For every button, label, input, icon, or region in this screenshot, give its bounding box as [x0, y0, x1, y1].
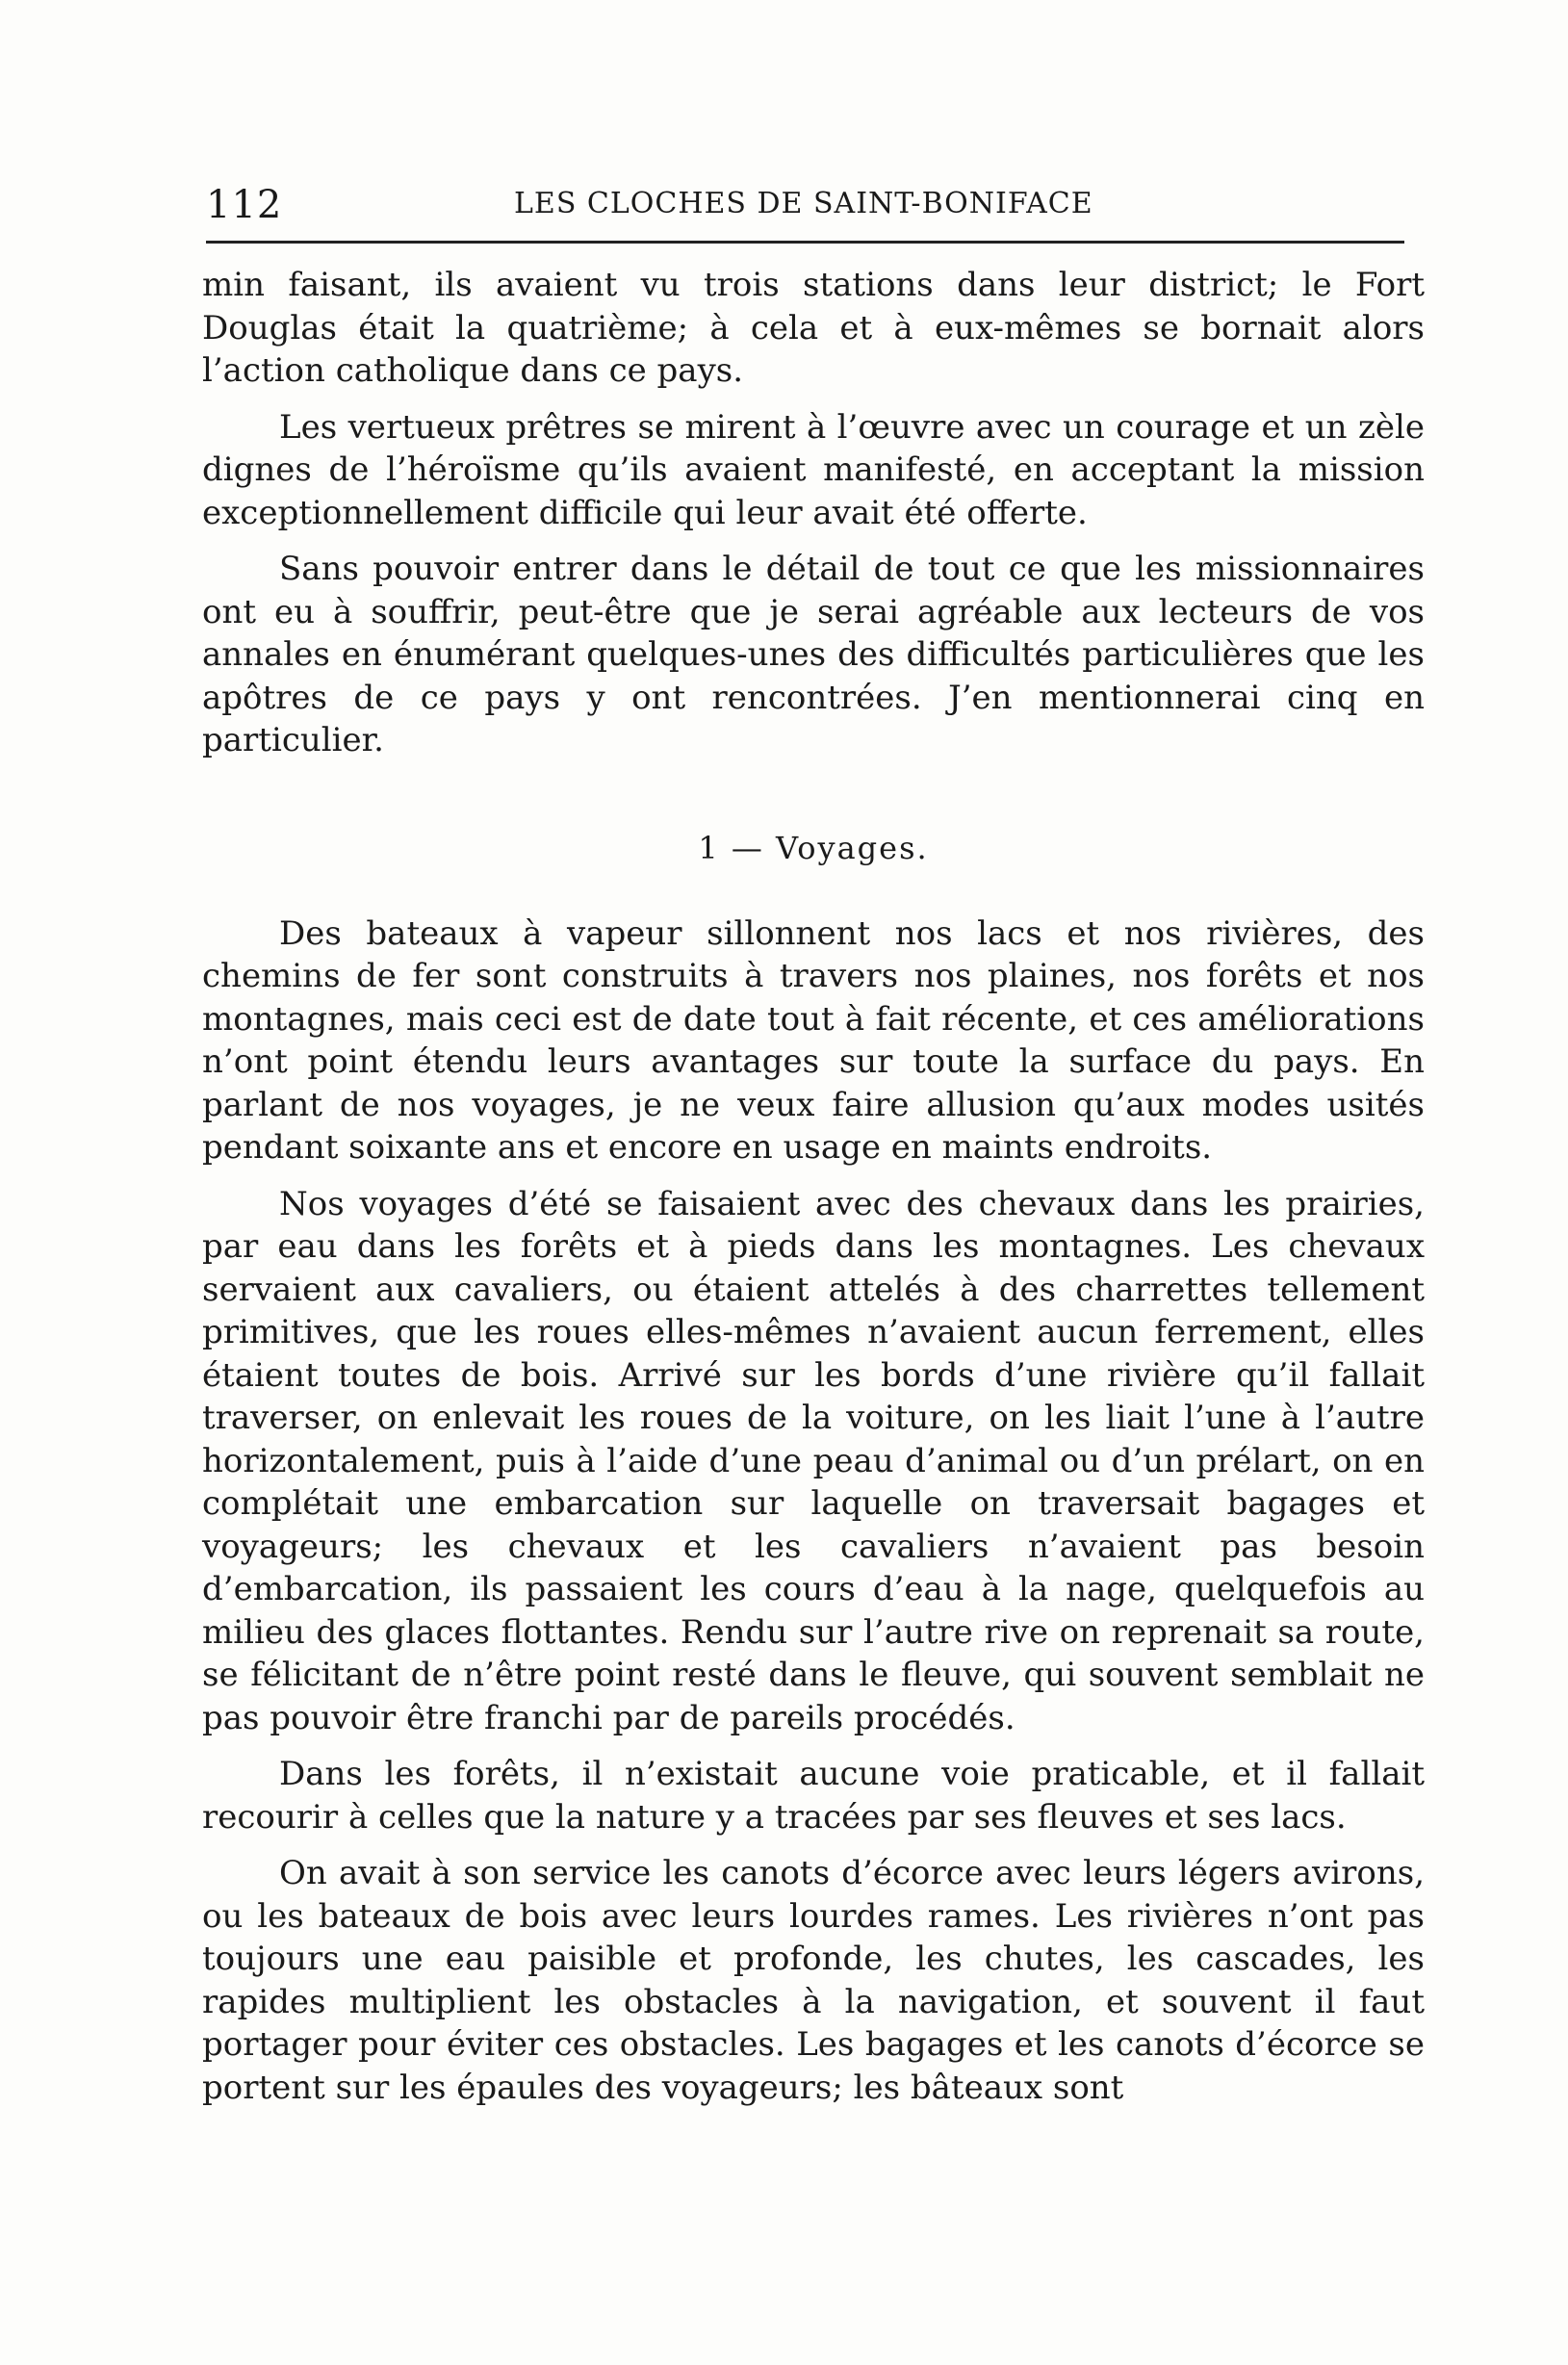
- paragraph-6: Dans les forêts, il n’existait aucune voie praticable, et il fallait recourir à celles que la nature y a tracées par ses fleuves et ses lacs.: [202, 1755, 1425, 1837]
- running-title: LES CLOCHES DE SAINT-BONIFACE: [514, 187, 1093, 220]
- paragraph-5: Nos voyages d’été se faisaient avec des chevaux dans les prairies, par eau dans les forêts et à pieds dans les montagnes. Les chevaux servaient aux cavaliers, ou étaient attelés à des charrettes tellement primitives, que les roues elles-mêmes n’avaient aucun ferrement, elles étaient toutes de bois. Arrivé sur les bords d’une rivière qu’il fallait traverser, on enlevait les roues de la voiture, on les liait l’une à l’autre horizontalement, puis à l’aide d’une peau d’animal ou d’un prélart, on en complétait une embarcation sur laquelle on traversait bagages et voyageurs; les chevaux et les cavaliers n’avaient pas besoin d’embarcation, ils passaient les cours d’eau à la nage, quelquefois au milieu des glaces flottantes. Rendu sur l’autre rive on reprenait sa route, se félicitant de n’être point resté dans le fleuve, qui souvent semblait ne pas pouvoir être franchi par de pareils procédés.: [202, 1184, 1425, 1737]
- paragraph-1: min faisant, ils avaient vu trois stations dans leur district; le Fort Douglas était la quatrième; à cela et à eux-mêmes se bornait alors l’action catholique dans ce pays.: [202, 266, 1425, 390]
- page-header: [206, 179, 1404, 237]
- page-number: 112: [206, 183, 283, 227]
- paragraph-2: Les vertueux prêtres se mirent à l’œuvre avec un courage et un zèle dignes de l’héroïsme qu’ils avaient manifesté, en acceptant la mission exceptionnellement difficile qui leur avait été offerte.: [202, 407, 1425, 532]
- paragraph-3: Sans pouvoir entrer dans le détail de tout ce que les missionnaires ont eu à souffrir, peut-être que je serai agréable aux lecteurs de vos annales en énumérant quelques-unes des difficultés particulières que les apôtres de ce pays y ont rencontrées. J’en mentionnerai cinq en particulier.: [202, 550, 1425, 759]
- paragraph-4: Des bateaux à vapeur sillonnent nos lacs et nos rivières, des chemins de fer sont construits à travers nos plaines, nos forêts et nos montagnes, mais ceci est de date tout à fait récente, et ces améliorations n’ont point étendu leurs avantages sur toute la surface du pays. En parlant de nos voyages, je ne veux faire allusion qu’aux modes usités pendant soixante ans et encore en usage en maints endroits.: [202, 913, 1425, 1167]
- paragraph-7: On avait à son service les canots d’écorce avec leurs légers avirons, ou les bateaux de bois avec leurs lourdes rames. Les rivières n’ont pas toujours une eau paisible et profonde, les chutes, les cascades, les rapides multiplient les obstacles à la navigation, et souvent il faut portager pour éviter ces obstacles. Les bagages et les canots d’écorce se portent sur les épaules des voyageurs; les bâteaux sont: [202, 1854, 1425, 2107]
- section-heading: 1 — Voyages.: [698, 829, 929, 866]
- body-text: [202, 264, 1425, 2109]
- header-rule: [206, 241, 1404, 244]
